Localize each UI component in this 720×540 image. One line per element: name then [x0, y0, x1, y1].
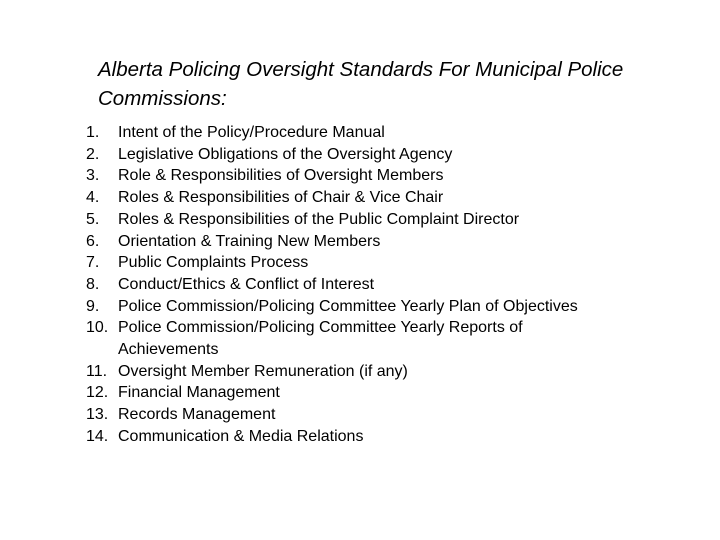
list-item [86, 187, 686, 209]
list-item-text: Police Commission/Policing Committee Yearly Reports of Achievements [118, 319, 523, 359]
list-item [86, 317, 686, 360]
list-item-text: Public Complaints Process [118, 254, 309, 272]
list-item-number: 13. [86, 406, 109, 424]
list-item-text: Financial Management [118, 384, 280, 402]
list-item-number: 6. [86, 232, 100, 250]
list-item [86, 296, 686, 318]
list-item-number: 12. [86, 384, 109, 402]
list-item-text: Orientation & Training New Members [118, 232, 381, 250]
list-item [86, 426, 686, 448]
list-item [86, 122, 686, 144]
list-item-text: Intent of the Policy/Procedure Manual [118, 124, 385, 141]
list-item-number: 3. [86, 167, 100, 185]
list-item [86, 382, 686, 404]
list-item-number: 2. [86, 145, 100, 163]
standards-list [86, 122, 686, 448]
list-item-number: 1. [86, 124, 100, 141]
list-item-number: 8. [86, 275, 100, 293]
list-item-text: Role & Responsibilities of Oversight Members [118, 167, 444, 185]
list-item [86, 252, 686, 274]
list-item-number: 9. [86, 297, 100, 315]
list-item-number: 10. [86, 319, 109, 337]
list-item [86, 274, 686, 296]
slide-title: Alberta Policing Oversight Standards For Municipal Police Commissions: [98, 58, 624, 110]
list-item-number: 5. [86, 210, 100, 228]
list-item-text: Roles & Responsibilities of the Public Complaint Director [118, 210, 520, 228]
list-item-number: 14. [86, 427, 109, 445]
list-item [86, 231, 686, 253]
list-item [86, 209, 686, 231]
list-item-text: Police Commission/Policing Committee Yearly Plan of Objectives [118, 297, 578, 315]
list-item-text: Legislative Obligations of the Oversight Agency [118, 145, 453, 163]
list-item-text: Oversight Member Remuneration (if any) [118, 362, 408, 380]
list-item-number: 4. [86, 189, 100, 207]
list-item [86, 404, 686, 426]
list-item [86, 165, 686, 187]
list-item-number: 7. [86, 254, 100, 272]
list-item-text: Records Management [118, 406, 276, 424]
list-item [86, 361, 686, 383]
list-item [86, 144, 686, 166]
list-item-number: 11. [86, 362, 108, 380]
list-item-text: Conduct/Ethics & Conflict of Interest [118, 275, 375, 293]
list-item-text: Roles & Responsibilities of Chair & Vice Chair [118, 189, 444, 207]
list-item-text: Communication & Media Relations [118, 427, 364, 445]
